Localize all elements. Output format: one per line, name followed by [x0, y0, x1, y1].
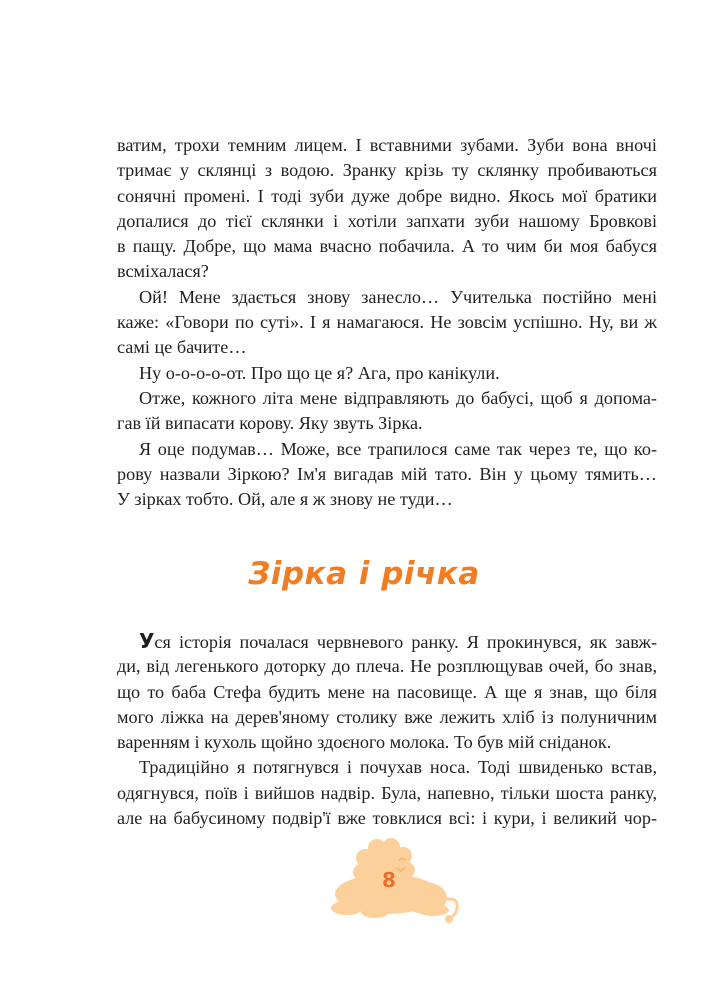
paragraph-line: одягнувся, поїв і вийшов надвір. Була, напевно, тільки шоста ранку, — [117, 782, 657, 803]
paragraph-line: Отже, кожного літа мене відправляють до бабусі, щоб я допома- — [139, 387, 657, 408]
paragraph-line: гав їй випасати корову. Яку звуть Зірка. — [117, 413, 423, 434]
paragraph-line: варенням і кухоль щойно здоєного молока. То був мій сніданок. — [117, 732, 612, 753]
paragraph-line: каже: «Говори по суті». І я намагаюся. Не зовсім успішно. Ну, ви ж — [117, 312, 657, 333]
paragraph-line: Ну о-о-о-о-от. Про що це я? Ага, про канікули. — [139, 362, 500, 383]
paragraph-line: ватим, трохи темним лицем. І вставними зубами. Зуби вона вночі — [117, 135, 657, 155]
paragraph-line: але на бабусиному подвір'ї вже товклися всі: і кури, і великий чор- — [117, 808, 657, 829]
paragraph-line: мого ліжка на дерев'яному столику вже лежить хліб із полуничним — [117, 706, 657, 727]
paragraph-line: рову назвали Зіркою? Ім'я вигадав мій тато. Він у цьому тямить… — [117, 463, 657, 484]
text-section-2 — [117, 629, 657, 831]
paragraph-line: в пащу. Добре, що мама вчасно побачила. А то чим би моя бабуся — [117, 236, 657, 257]
chapter-title: Зірка і річка — [248, 556, 480, 592]
page-number-decoration — [325, 838, 475, 928]
paragraph-line: всміхалася? — [117, 261, 209, 282]
paragraph-line: що то баба Стефа будить мене на пасовище. А ще я знав, що біля — [117, 681, 657, 702]
paragraph-line: допалися до тієї склянки і хотіли запхати зуби нашому Бровкові — [117, 210, 657, 231]
paragraph-line: Традиційно я потягнувся і почухав носа. Тоді швиденько встав, — [139, 757, 657, 778]
first-line-text: ся історія почалася червневого ранку. Я прокинувся, як завж- — [154, 632, 657, 652]
page-number: 8 — [382, 868, 396, 892]
paragraph-line: ди, від легенького доторку до плеча. Не розплющував очей, бо знав, — [117, 656, 657, 677]
paragraph-line: У зірках тобто. Ой, але я ж знову не туди… — [117, 489, 453, 510]
text-section-1 — [117, 133, 657, 512]
paragraph-line: Ой! Мене здається знову занесло… Учителька постійно мені — [139, 286, 657, 307]
paragraph-first-line — [117, 629, 657, 654]
paragraph-line: Я оце подумав… Може, все трапилося саме так через те, що ко- — [139, 438, 657, 459]
paragraph-line: сонячні промені. І тоді зуби дуже добре видно. Якось мої братики — [117, 185, 657, 206]
initial-letter: У — [139, 629, 155, 653]
paragraph-line: тримає у склянці з водою. Зранку крізь ту склянку пробиваються — [117, 160, 657, 181]
paragraph-line: самі це бачите… — [117, 337, 247, 358]
